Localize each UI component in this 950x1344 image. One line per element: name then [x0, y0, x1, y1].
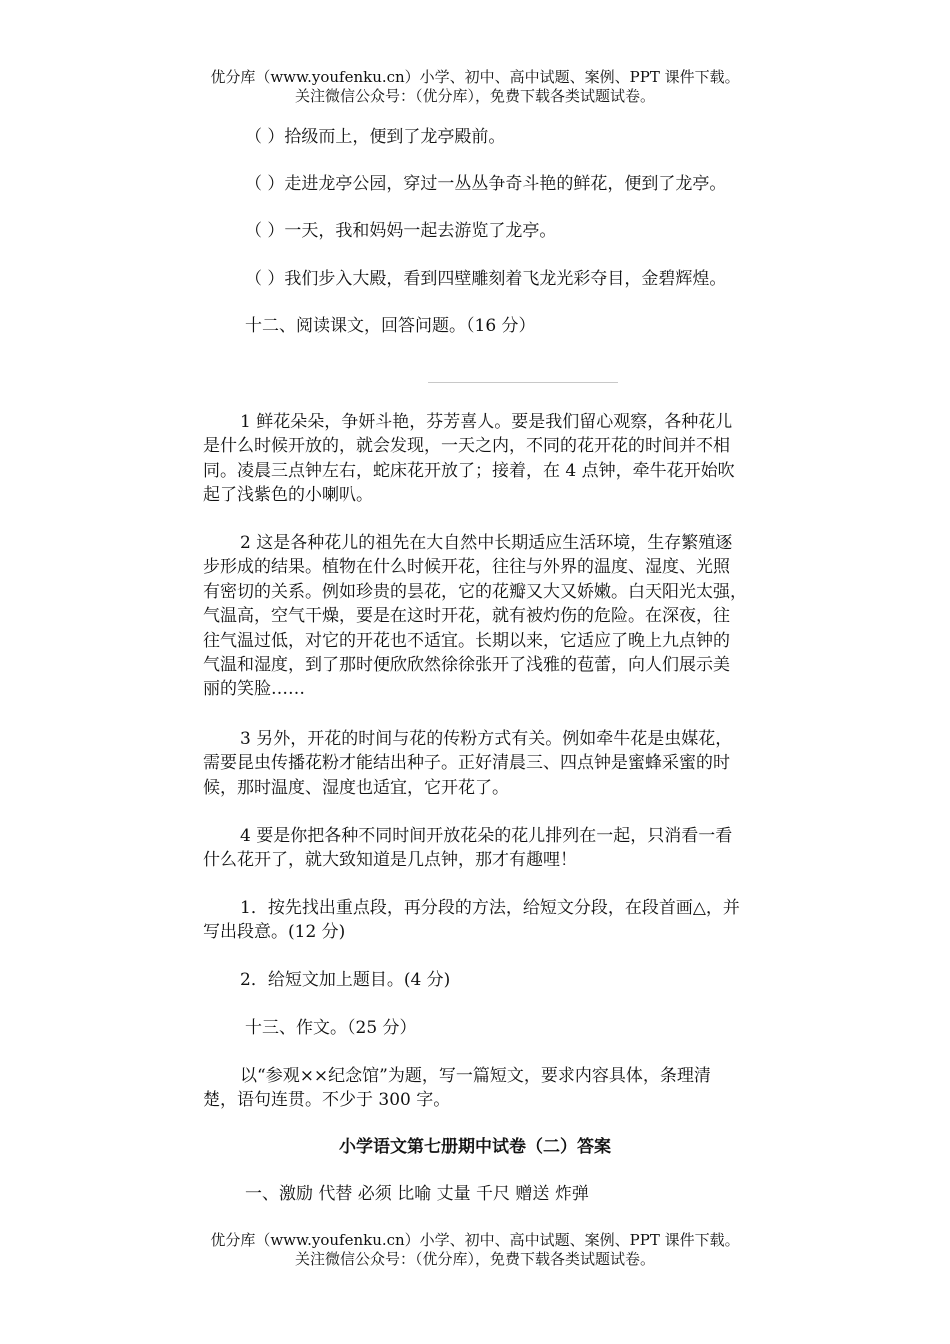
paragraph-line: 丽的笑脸…… — [203, 679, 305, 700]
ordering-item-1: （ ）拾级而上，便到了龙亭殿前。 — [245, 127, 506, 147]
header-watermark-top — [0, 68, 950, 106]
passage-paragraph-4 — [203, 824, 803, 873]
paragraph-line: 4 要是你把各种不同时间开放花朵的花儿排列在一起，只消看一看 — [240, 826, 733, 846]
ordering-item-3: （ ）一天，我和妈妈一起去游览了龙亭。 — [245, 221, 557, 241]
section-12-title: 十二、阅读课文，回答问题。（16 分） — [245, 316, 536, 336]
answer-key-title: 小学语文第七册期中试卷（二）答案 — [339, 1137, 611, 1157]
question-1 — [203, 896, 803, 945]
paragraph-line: 需要昆虫传播花粉才能结出种子。正好清晨三、四点钟是蜜蜂采蜜的时 — [203, 753, 730, 774]
section-13-title: 十三、作文。（25 分） — [245, 1018, 417, 1038]
answer-line-1: 一、激励 代替 必须 比喻 丈量 千尺 赠送 炸弹 — [245, 1184, 589, 1204]
footer-line-1: 优分库（www.youfenku.cn）小学、初中、高中试题、案例、PPT 课件下载。 — [210, 1231, 740, 1249]
paragraph-line: 往气温过低，对它的开花也不适宜。长期以来，它适应了晚上九点钟的 — [203, 630, 730, 651]
ordering-item-2: （ ）走进龙亭公园，穿过一丛丛争奇斗艳的鲜花，便到了龙亭。 — [245, 174, 727, 194]
passage-paragraph-2 — [203, 531, 803, 702]
paragraph-line: 3 另外，开花的时间与花的传粉方式有关。例如牵牛花是虫媒花， — [240, 729, 733, 749]
prompt-line: 以“参观××纪念馆”为题，写一篇短文，要求内容具体，条理清 — [240, 1066, 711, 1086]
paragraph-line: 同。凌晨三点钟左右，蛇床花开放了；接着，在 4 点钟，牵牛花开始吹 — [203, 460, 735, 481]
paragraph-line: 2 这是各种花儿的祖先在大自然中长期适应生活环境，生存繁殖逐 — [240, 533, 733, 553]
paragraph-line: 气温和湿度，到了那时便欣欣然徐徐张开了浅雅的苞蕾，向人们展示美 — [203, 654, 730, 675]
paragraph-line: 有密切的关系。例如珍贵的昙花，它的花瓣又大又娇嫩。白天阳光太强， — [203, 581, 747, 602]
ordering-item-4: （ ）我们步入大殿，看到四壁雕刻着飞龙光彩夺目，金碧辉煌。 — [245, 269, 727, 289]
header-line-2: 关注微信公众号：（优分库），免费下载各类试题试卷。 — [294, 87, 655, 105]
composition-prompt — [203, 1064, 803, 1113]
footer-line-2: 关注微信公众号：（优分库），免费下载各类试题试卷。 — [294, 1250, 655, 1268]
paragraph-line: 步形成的结果。植物在什么时候开花，往往与外界的温度、湿度、光照 — [203, 557, 730, 578]
paragraph-line: 1 鲜花朵朵，争妍斗艳，芬芳喜人。要是我们留心观察，各种花儿 — [240, 412, 733, 432]
passage-paragraph-1 — [203, 410, 803, 508]
paragraph-line: 什么花开了，就大致知道是几点钟，那才有趣哩！ — [203, 850, 577, 871]
section-divider — [428, 382, 618, 383]
prompt-line: 楚，语句连贯。不少于 300 字。 — [203, 1090, 451, 1111]
paragraph-line: 是什么时候开放的，就会发现，一天之内，不同的花开花的时间并不相 — [203, 436, 730, 457]
question-2 — [203, 968, 803, 992]
question-line: 1．按先找出重点段，再分段的方法，给短文分段，在段首画△，并 — [240, 898, 740, 918]
question-line: 写出段意。(12 分) — [203, 922, 346, 943]
paragraph-line: 气温高，空气干燥，要是在这时开花，就有被灼伤的危险。在深夜，往 — [203, 606, 730, 627]
header-watermark-bottom — [0, 1231, 950, 1269]
header-line-1: 优分库（www.youfenku.cn）小学、初中、高中试题、案例、PPT 课件下载。 — [210, 68, 740, 86]
question-line: 2．给短文加上题目。(4 分) — [240, 970, 451, 990]
paragraph-line: 候，那时温度、湿度也适宜，它开花了。 — [203, 777, 509, 798]
paragraph-line: 起了浅紫色的小喇叭。 — [203, 485, 373, 506]
passage-paragraph-3 — [203, 727, 803, 800]
